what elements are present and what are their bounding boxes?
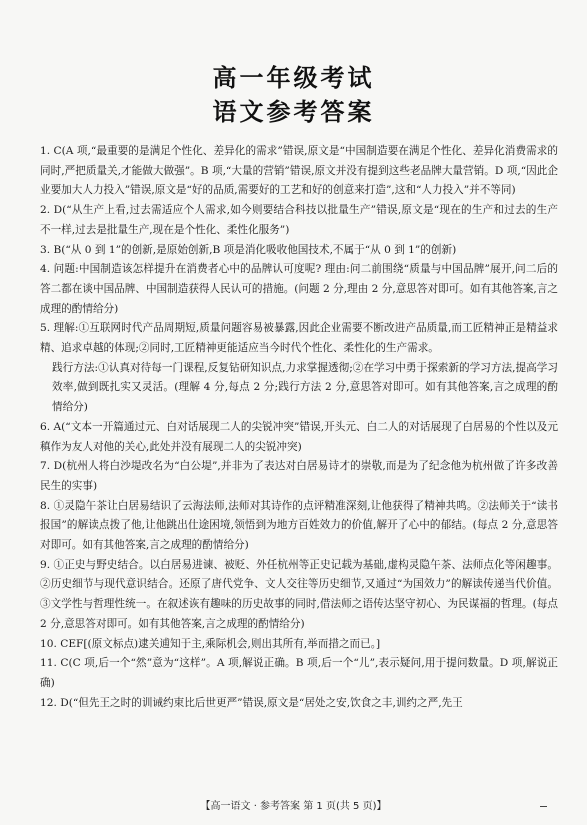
answer-item-5: 5. 理解:①互联网时代产品周期短,质量问题容易被暴露,因此企业需要不断改进产品质量,而工匠精神正是精益求精、追求卓越的体现;②同时,工匠精神更能适应当今时代个性化、柔性化的生产需求。 <box>40 322 558 355</box>
corner-mark <box>540 806 547 807</box>
answer-item-6: 6. A(“文本一开篇通过元、白对话展现二人的尖锐冲突”错误,开头元、白二人的对话展现了白居易的个性以及元稹作为友人对他的关心,此处并没有展现二人的尖锐冲突) <box>40 420 558 453</box>
answer-item-9: 9. ①正史与野史结合。以白居易进谏、被贬、外任杭州等正史记载为基础,虚构灵隐午茶、法师点化等闲趣事。②历史细节与现代意识结合。还原了唐代党争、文人交往等历史细节,又通过“为国效力”的解读传递当代价值。③文学性与哲理性统一。在叙述诙有趣味的历史故事的同时,借法师之语传达坚守初心、为民谋福的哲理。(每点 2 分,意思答对即可。如有其他答案,言之成理的酌情给分) <box>40 558 558 630</box>
answer-item-4: 4. 问题:中国制造该怎样提升在消费者心中的品牌认可度呢? 理由:问二前围绕“质量与中国品牌”展开,问二后的答二都在谈中国品牌、中国制造获得人民认可的措施。(问题 2 分,理由 2 分,意思答对即可。如有其他答案,言之成理的酌情给分) <box>40 263 558 315</box>
answer-item-11: 11. C(C 项,后一个“然”意为“这样”。A 项,解说正确。B 项,后一个“儿”,表示疑问,用于提问数量。D 项,解说正确) <box>40 657 558 689</box>
page-footer: 【高一语文 · 参考答案 第 1 页(共 5 页)】 <box>200 801 387 812</box>
answer-item-10: 10. CEF[(原文标点)逮关逋知于主,乘际机会,则出其所有,举而措之而已。] <box>40 637 381 650</box>
answers-list <box>40 142 558 713</box>
answer-item-12: 12. D(“但先王之时的训诫约束比后世更严”错误,原文是“居处之安,饮食之丰,训约之严,先王 <box>40 696 463 709</box>
answer-item-3: 3. B(“从 0 到 1”的创新,是原始创新,B 项是消化吸收他国技术,不属于“从 0 到 1”的创新) <box>40 243 457 256</box>
answer-item-1: 1. C(A 项,“最重要的是满足个性化、差异化的需求”错误,原文是“中国制造要在满足个性化、差异化消费需求的同时,严把质量关,才能做大做强”。B 项,“大量的营销”错误,原文并没有提到这些老品牌大量营销。D 项,“因此企业要加大人力投入”错误,原文是“好的品质,需要好的工艺和好的创意来打造”,这和“人力投入”并不等同) <box>40 145 558 197</box>
answer-item-8: 8. ①灵隐午茶让白居易结识了云海法师,法师对其诗作的点评精准深刻,让他获得了精神共鸣。②法师关于“读书报国”的解读点拨了他,让他跳出仕途困境,领悟到为地方百姓效力的价值,解开了心中的郁结。(每点 2 分,意思答对即可。如有其他答案,言之成理的酌情给分) <box>40 499 558 552</box>
page-subtitle: 语文参考答案 <box>212 98 375 126</box>
answer-item-7: 7. D(杭州人将白沙堤改名为“白公堤”,并非为了表达对白居易诗才的崇敬,而是为了纪念他为杭州做了许多改善民生的实事) <box>40 460 558 492</box>
answer-item-5-practice: 践行方法:①认真对待每一门课程,反复钻研知识点,力求掌握透彻;②在学习中勇于探索新的学习方法,提高学习效率,做到既扎实又灵活。(理解 4 分,每点 2 分;践行方法 2 分,意思答对即可。如有其他答案,言之成理的酌情给分) <box>52 361 558 414</box>
answer-item-2: 2. D(“从生产上看,过去需适应个人需求,如今则要结合科技以批量生产”错误,原文是“现在的生产和过去的生产不一样,过去是批量生产,现在是个性化、柔性化服务”) <box>40 204 558 236</box>
page-title: 高一年级考试 <box>212 64 375 92</box>
